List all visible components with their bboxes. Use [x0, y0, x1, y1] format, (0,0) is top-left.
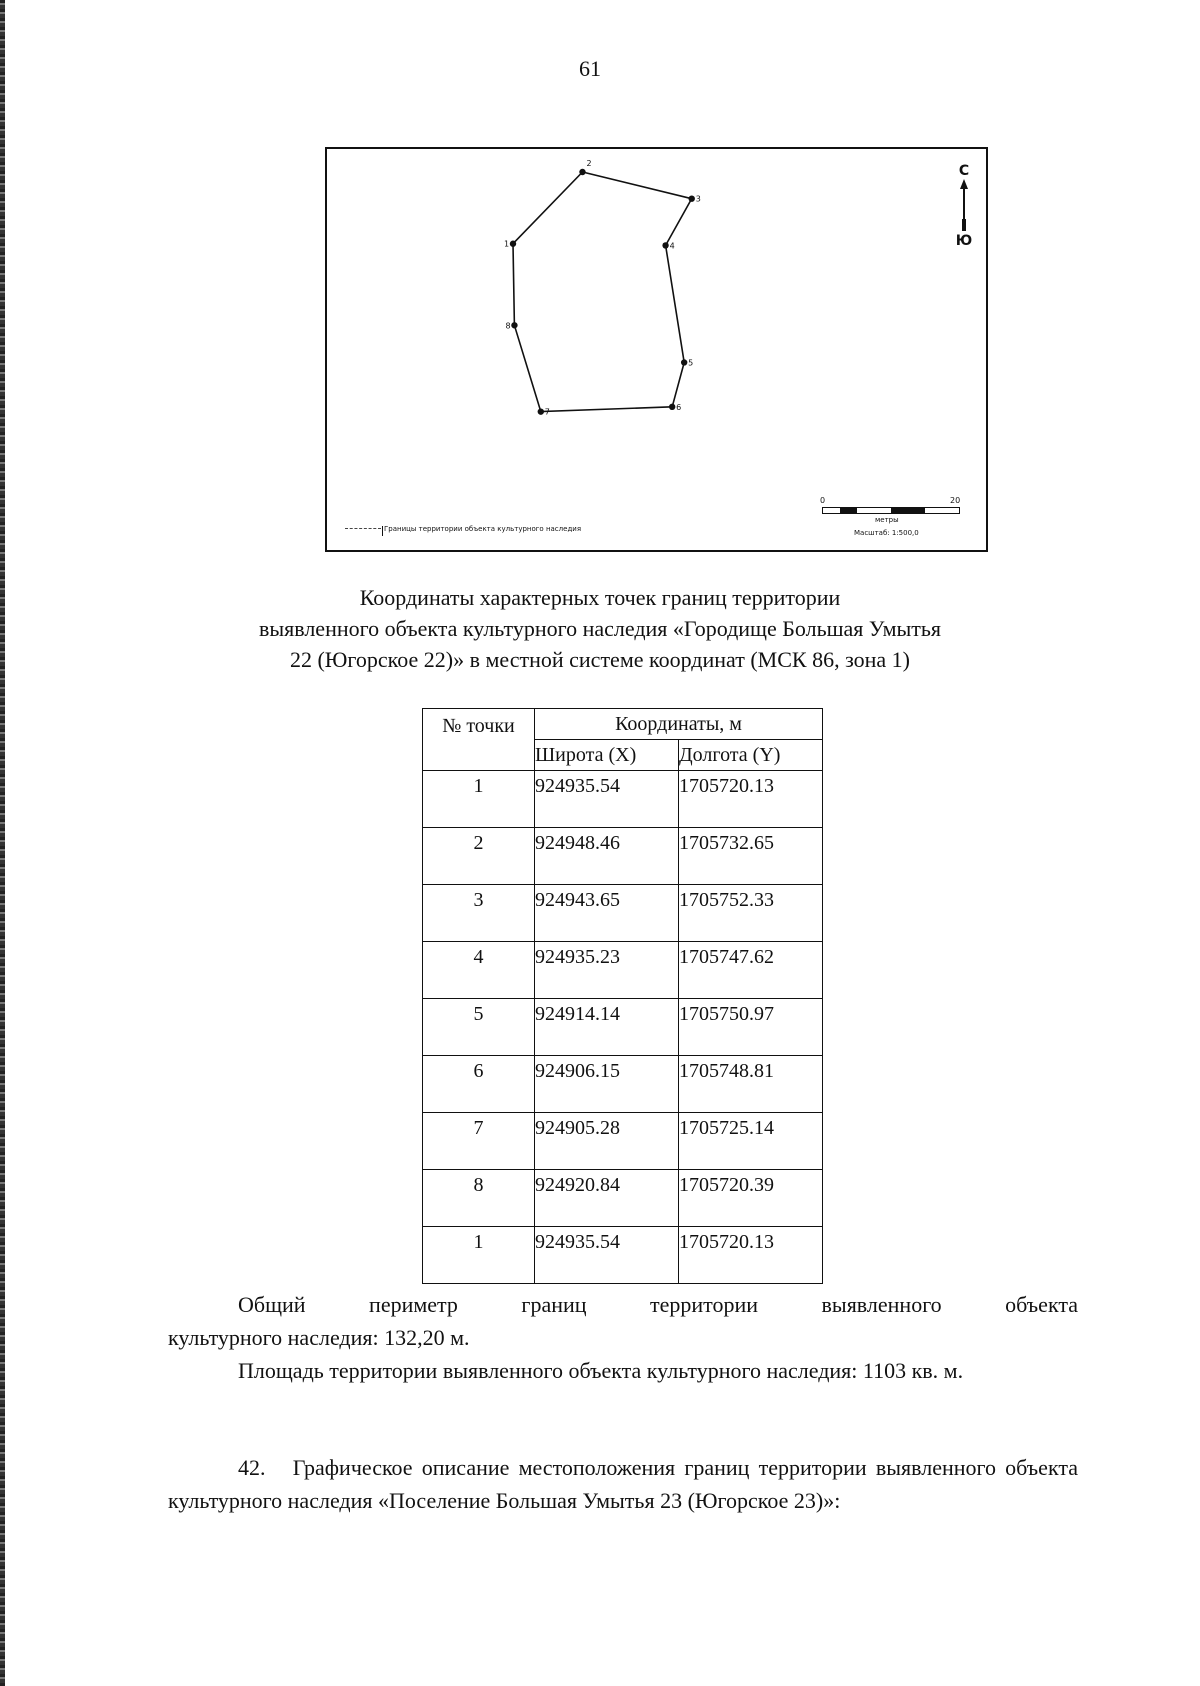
boundary-point-5: [681, 359, 687, 365]
latitude-cell: 924905.28: [535, 1113, 679, 1170]
latitude-cell: 924935.54: [535, 1227, 679, 1284]
scale-unit: метры: [875, 516, 899, 524]
scan-edge: [0, 0, 5, 1686]
latitude-cell: 924943.65: [535, 885, 679, 942]
longitude-cell: 1705732.65: [679, 828, 823, 885]
legend-label: Границы территории объекта культурного наследия: [384, 525, 582, 533]
boundary-point-label: 5: [688, 358, 694, 368]
longitude-cell: 1705725.14: [679, 1113, 823, 1170]
point-number-cell: 7: [423, 1113, 535, 1170]
point-number-cell: 2: [423, 828, 535, 885]
boundary-point-label: 7: [544, 407, 550, 417]
perimeter-line-2: культурного наследия: 132,20 м.: [168, 1325, 470, 1350]
latitude-cell: 924935.23: [535, 942, 679, 999]
table-row: [423, 771, 823, 828]
perimeter-paragraph: [168, 1288, 1078, 1354]
point-number-cell: 3: [423, 885, 535, 942]
longitude-cell: 1705720.39: [679, 1170, 823, 1227]
latitude-cell: 924935.54: [535, 771, 679, 828]
latitude-cell: 924920.84: [535, 1170, 679, 1227]
point-number-cell: 1: [423, 1227, 535, 1284]
scale-tick-start: 0: [820, 496, 826, 505]
table-caption: [160, 582, 1040, 675]
caption-line-2: выявленного объекта культурного наследия «Городище Большая Умытья: [258, 616, 942, 641]
perimeter-line-1: Общий периметр границ территории выявленного объекта: [238, 1292, 1078, 1317]
boundary-point-label: 8: [505, 321, 511, 331]
table-row: [423, 942, 823, 999]
header-coordinates: Координаты, м: [535, 709, 823, 740]
area-paragraph: [168, 1354, 1078, 1387]
compass-south-label: Ю: [955, 233, 973, 249]
table-row: [423, 885, 823, 942]
table-row: [423, 1170, 823, 1227]
scale-tick-end: 20: [950, 496, 961, 505]
table-row: [423, 1113, 823, 1170]
longitude-cell: 1705747.62: [679, 942, 823, 999]
boundary-point-2: [579, 169, 585, 175]
compass-north-label: С: [958, 163, 970, 179]
boundary-point-label: 2: [586, 159, 592, 168]
table-row: [423, 1227, 823, 1284]
header-longitude: Долгота (Y): [679, 740, 823, 771]
point-number-cell: 5: [423, 999, 535, 1056]
boundary-point-4: [662, 242, 668, 248]
point-number-cell: 8: [423, 1170, 535, 1227]
coordinates-table-body: [423, 771, 823, 1284]
longitude-cell: 1705748.81: [679, 1056, 823, 1113]
north-arrow: [952, 163, 976, 253]
longitude-cell: 1705752.33: [679, 885, 823, 942]
header-latitude: Широта (X): [535, 740, 679, 771]
item-number: 42.: [238, 1455, 266, 1480]
boundary-point-8: [511, 322, 517, 328]
table-row: [423, 1056, 823, 1113]
point-number-cell: 1: [423, 771, 535, 828]
boundary-point-3: [689, 195, 695, 201]
point-number-cell: 4: [423, 942, 535, 999]
boundary-point-6: [669, 404, 675, 410]
longitude-cell: 1705720.13: [679, 771, 823, 828]
boundary-polygon: [513, 172, 692, 412]
longitude-cell: 1705720.13: [679, 1227, 823, 1284]
boundary-point-label: 4: [669, 241, 675, 251]
boundary-point-label: 1: [504, 239, 510, 249]
boundary-point-label: 3: [695, 194, 701, 204]
latitude-cell: 924906.15: [535, 1056, 679, 1113]
scale-bar: [820, 496, 970, 546]
table-row: [423, 828, 823, 885]
scale-bar-graphic: [822, 507, 960, 514]
item-text: Графическое описание местоположения границ территории выявленного объекта культурного наследия «Поселение Большая Умытья 23 (Югорское 23)»:: [168, 1455, 1078, 1513]
boundary-point-1: [510, 241, 516, 247]
coordinates-table: [422, 708, 823, 1284]
map-legend: [345, 525, 581, 533]
area-text: Площадь территории выявленного объекта культурного наследия: 1103 кв. м.: [238, 1358, 964, 1383]
latitude-cell: 924948.46: [535, 828, 679, 885]
legend-line-symbol: [345, 528, 381, 531]
boundary-points: [504, 159, 701, 417]
latitude-cell: 924914.14: [535, 999, 679, 1056]
page-number: 61: [579, 56, 601, 81]
table-row: [423, 999, 823, 1056]
longitude-cell: 1705750.97: [679, 999, 823, 1056]
caption-line-1: Координаты характерных точек границ территории: [359, 585, 841, 610]
boundary-polygon-svg: [327, 149, 986, 550]
boundary-point-7: [538, 408, 544, 414]
boundary-map: [325, 147, 988, 552]
item-42-paragraph: [168, 1451, 1078, 1517]
header-point-number: № точки: [423, 709, 535, 771]
point-number-cell: 6: [423, 1056, 535, 1113]
caption-line-3: 22 (Югорское 22)» в местной системе координат (МСК 86, зона 1): [289, 647, 911, 672]
boundary-point-label: 6: [676, 402, 682, 412]
scale-ratio: Масштаб: 1:500,0: [854, 529, 919, 537]
